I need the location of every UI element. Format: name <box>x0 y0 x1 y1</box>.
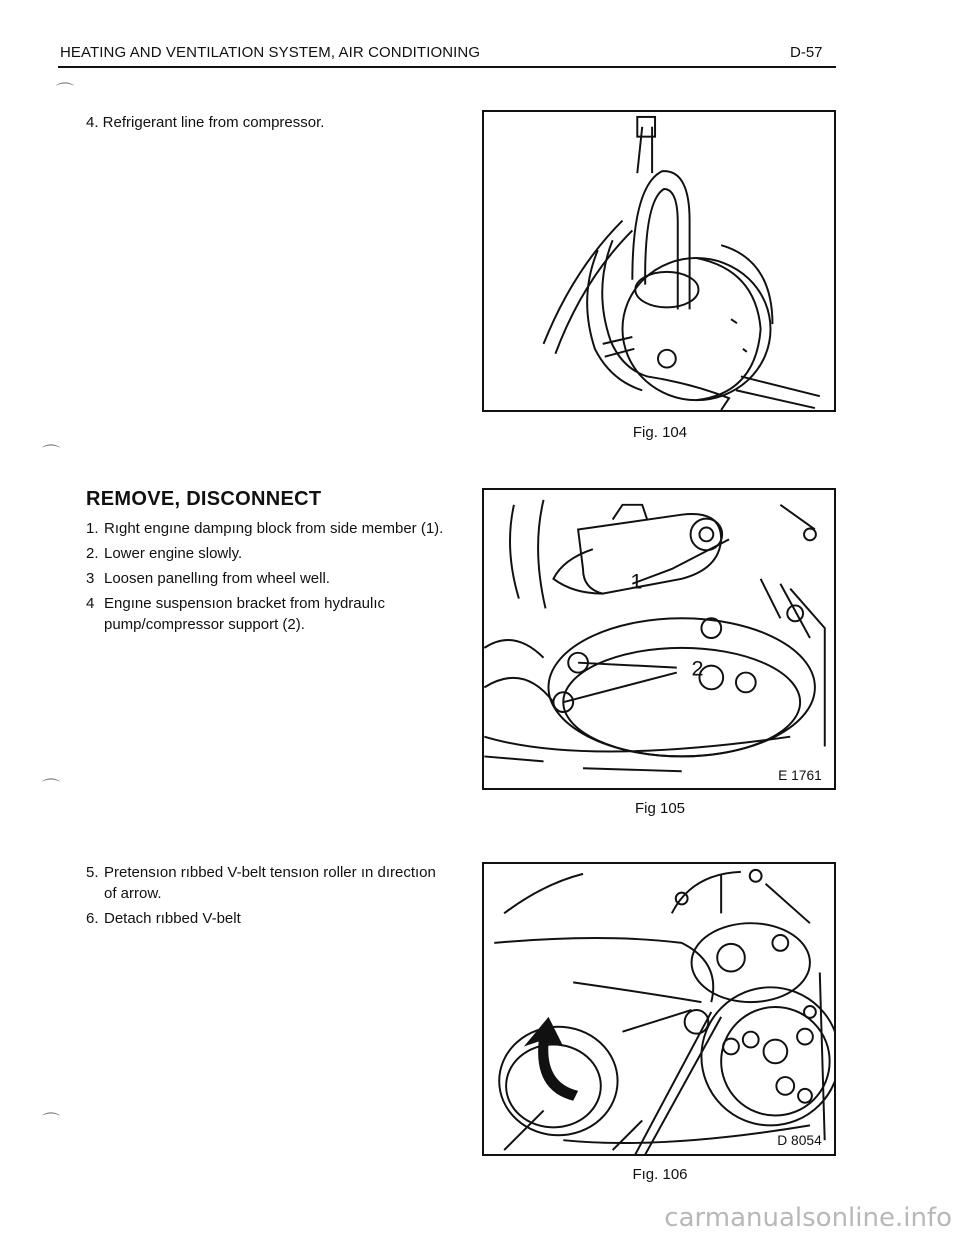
list-item-text: Pretensıon rıbbed V-belt tensıon roller ın dırectıon of arrow. <box>104 864 436 902</box>
figure-104-caption: Fig. 104 <box>632 424 688 441</box>
running-header: HEATING AND VENTILATION SYSTEM, AIR CONDITIONING <box>60 44 481 61</box>
list-item <box>86 518 446 539</box>
list-item-number: 2. <box>86 545 99 562</box>
list-item-text: Lower engine slowly. <box>104 545 243 562</box>
margin-mark: ⌒ <box>42 1112 60 1132</box>
callout-label-1: 1 <box>630 568 643 594</box>
figure-105-caption: Fig 105 <box>634 800 686 817</box>
list-item <box>86 593 446 635</box>
list-item <box>86 543 446 564</box>
page-number: D-57 <box>790 44 823 61</box>
list-item-number: 5. <box>86 864 99 881</box>
list-item-text: Engıne suspensıon bracket from hydraulıc pump/compressor support (2). <box>104 595 385 633</box>
list-item <box>86 568 446 589</box>
list-item <box>86 908 446 929</box>
section-heading: REMOVE, DISCONNECT <box>86 488 322 510</box>
list-item-number: 1. <box>86 520 99 537</box>
belt-steps-list <box>86 862 446 933</box>
list-item-number: 3 <box>86 570 95 587</box>
remove-list <box>86 518 446 639</box>
step-refrigerant-line: 4. Refrigerant line from compressor. <box>86 114 325 131</box>
figure-106-illustration <box>482 862 836 1156</box>
header-rule <box>58 66 836 68</box>
v-belt-tensioner-drawing <box>484 864 834 1154</box>
list-item-number: 6. <box>86 910 99 927</box>
margin-mark: ⌒ <box>42 778 60 798</box>
list-item-number: 4 <box>86 595 95 612</box>
figure-105-illustration <box>482 488 836 790</box>
tension-direction-arrow <box>524 1017 578 1101</box>
margin-mark: ⌒ <box>56 82 74 102</box>
list-item-text: Loosen panellıng from wheel well. <box>104 570 330 587</box>
engine-damping-block-drawing <box>484 490 834 788</box>
figure-106-code: D 8054 <box>777 1133 822 1149</box>
list-item-text: Detach rıbbed V-belt <box>104 910 241 927</box>
list-item <box>86 862 446 904</box>
figure-106-caption: Fıg. 106 <box>632 1166 688 1183</box>
figure-105-code: E 1761 <box>778 767 822 784</box>
list-item-text: Rıght engıne dampıng block from side member (1). <box>104 520 444 537</box>
callout-label-2: 2 <box>691 655 704 681</box>
figure-104-illustration <box>482 110 836 412</box>
margin-mark: ⌒ <box>42 444 60 464</box>
compressor-refrigerant-line-drawing <box>484 112 834 410</box>
site-watermark: carmanualsonline.info <box>664 1203 952 1233</box>
